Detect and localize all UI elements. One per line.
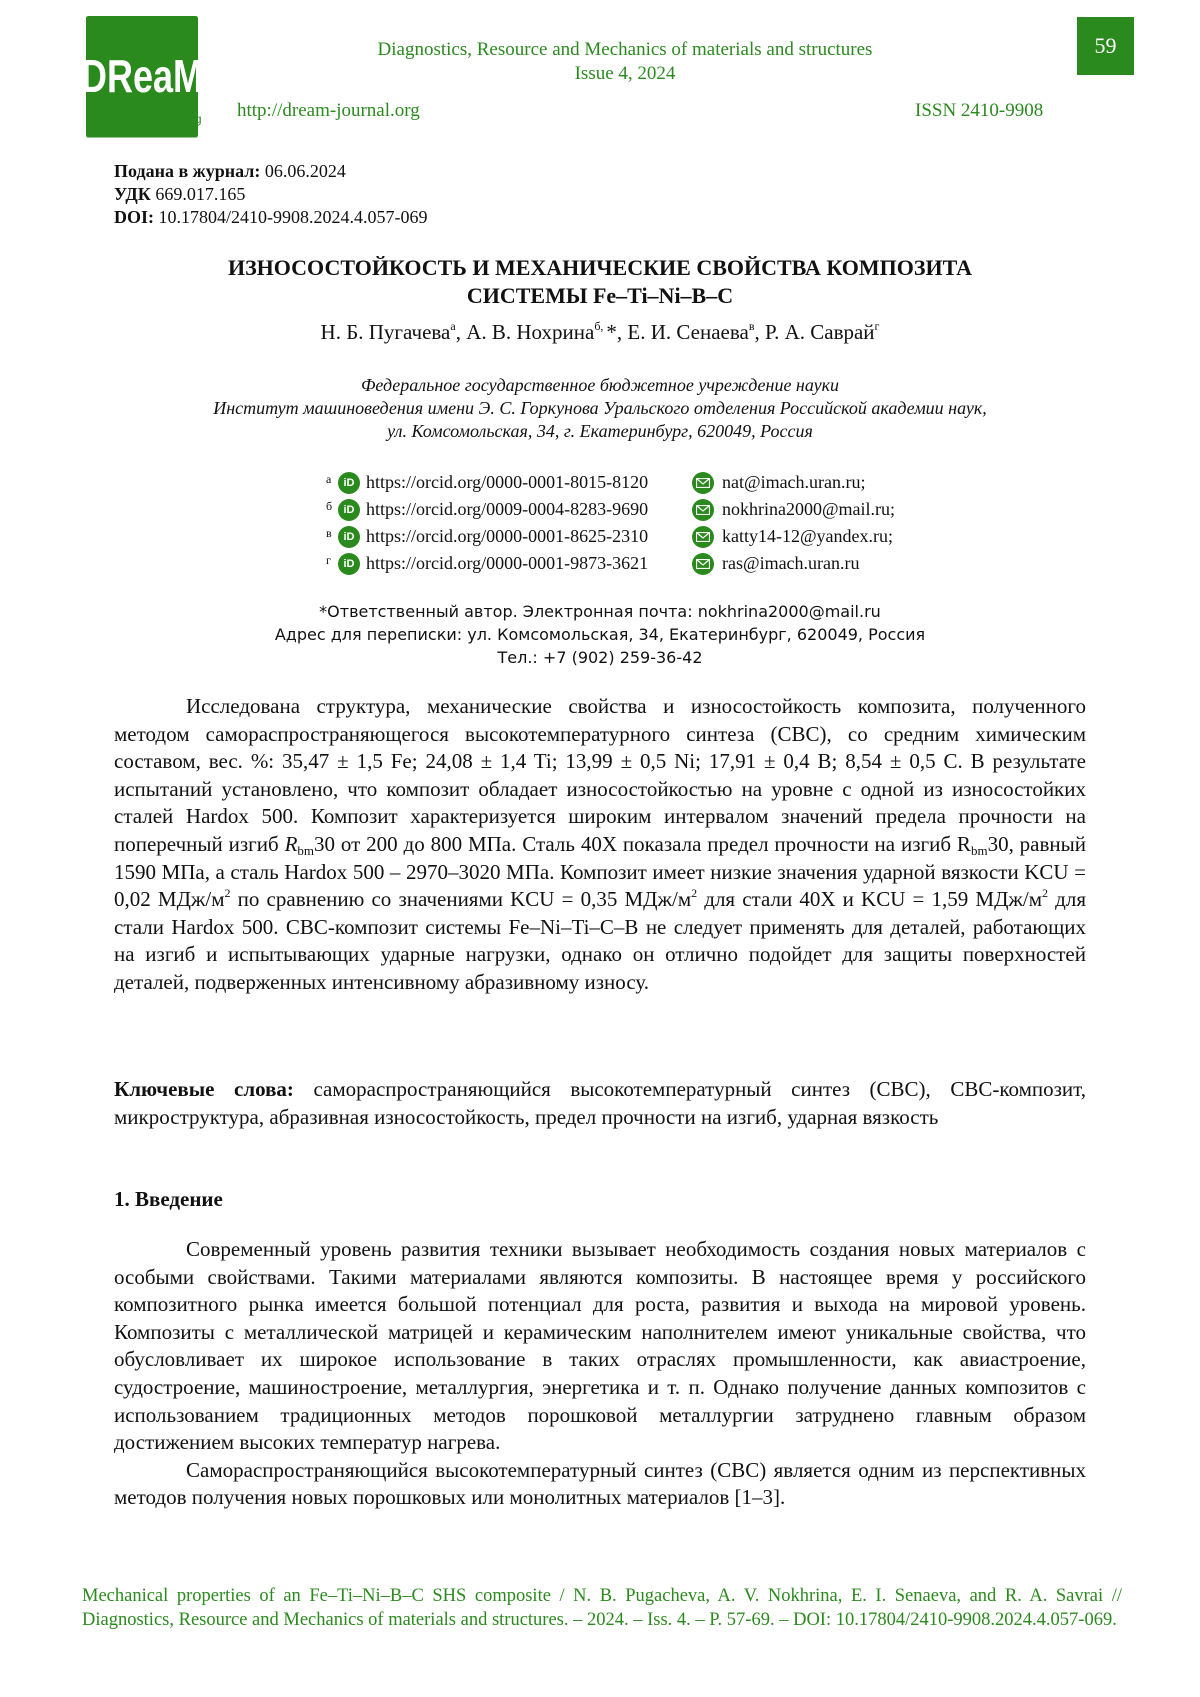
- author: Р. А. Саврай$^г$: [765, 319, 880, 344]
- email-icon: [692, 553, 714, 575]
- author-mark: а: [326, 472, 332, 486]
- abstract-paragraph: Исследована структура, механические свойства и износостойкость композита, полученного методом самораспространяющегося высокотемпературного синтеза (СВС), со средним химическим составом, вес. %: 35,47 ± 1,5 Fe; 24,08 ± 1,4 Ti; 13,99 ± 0,5 Ni; 17,91 ± 0,4 B; 8,54 ± 0,5 C. В результате испытаний установлено, что композит обладает износостойкостью на уровне с одной из износостойких сталей Hardox 500. Композит характеризуется широким интервалом значений предела прочности на поперечный изгиб $R_{bm}30$ от 200 до 800 МПа. Сталь 40Х показала предел прочности на изгиб $R_{bm}30$, равный 1590 МПа, а сталь Hardox 500 – 2970–3020 МПа. Композит имеет низкие значения ударной вязкости KCU = 0,02 МДж/$м^2$ по сравнению со значениями KCU = 0,35 МДж/$м^2$ для стали 40Х и KCU = 1,59 МДж/$м^2$ для стали Hardox 500. СВС-композит системы Fe–Ni–Ti–C–B не следует применять для деталей, работающих на изгиб и испытывающих ударные нагрузки, однако он отлично подойдет для защиты поверхностей деталей, подверженных интенсивному абразивному износу.: [114, 694, 1087, 994]
- orcid-row: [326, 469, 895, 496]
- logo-url: http://dream-journal.org: [86, 112, 202, 126]
- title-line-2: СИСТЕМЫ Fe–Ti–Ni–B–C: [466, 283, 734, 308]
- corresponding-author: *Ответственный автор. Электронная почта: nokhrina2000@mail.ru: [319, 602, 881, 621]
- submitted-date: Подана в журнал: 06.06.2024: [114, 161, 346, 181]
- email-link[interactable]: nokhrina2000@mail.ru;: [722, 499, 896, 519]
- article-title: [100, 254, 1100, 310]
- title-line-1: ИЗНОСОСТОЙКОСТЬ И МЕХАНИЧЕСКИЕ СВОЙСТВА КОМПОЗИТА: [227, 255, 973, 280]
- author-list: [100, 320, 1100, 345]
- abstract: [114, 693, 1086, 997]
- affiliation-line: Федеральное государственное бюджетное учреждение науки: [360, 375, 840, 395]
- journal-name: Diagnostics, Resource and Mechanics of materials and structures: [377, 39, 873, 60]
- introduction: [114, 1236, 1086, 1512]
- author: Н. Б. Пугачева$^а$,: [320, 319, 467, 344]
- article-meta: [114, 160, 428, 229]
- orcid-row: [326, 550, 895, 577]
- author-mark: б: [326, 499, 333, 513]
- affiliation-line: Институт машиноведения имени Э. С. Горкунова Уральского отделения Российской академии наук,: [213, 398, 987, 418]
- body-paragraph: Современный уровень развития техники вызывает необходимость создания новых материалов с особыми свойствами. Такими материалами являются композиты. В настоящее время у российского композитного рынка имеется большой потенциал для роста, развития и выхода на мировой уровень. Композиты с металлической матрицей и керамическим наполнителем имеют уникальные свойства, что обусловливает их широкое использование в таких отраслях промышленности, как авиастроение, судостроение, машиностроение, металлургия, энергетика и т. п. Однако получение данных композитов с использованием традиционных методов порошковой металлургии затруднено главным образом достижением высоких температур нагрева.: [114, 1237, 1086, 1455]
- journal-site-link[interactable]: http://dream-journal.org: [237, 100, 420, 121]
- orcid-icon: iD: [338, 526, 360, 548]
- doi: DOI: 10.17804/2410-9908.2024.4.057-069: [114, 207, 428, 227]
- orcid-icon: iD: [338, 499, 360, 521]
- body-paragraph: Самораспространяющийся высокотемпературный синтез (СВС) является одним из перспективных методов получения новых порошковых или монолитных материалов [1–3].: [114, 1457, 1086, 1510]
- page-number: 59: [1077, 17, 1134, 75]
- correspondence-phone: Тел.: +7 (902) 259-36-42: [497, 648, 703, 667]
- orcid-row: [326, 496, 895, 523]
- keywords: [114, 1076, 1086, 1131]
- logo-wordmark: DReaM: [86, 16, 198, 138]
- udc: УДК 669.017.165: [114, 184, 246, 204]
- email-icon: [692, 526, 714, 548]
- orcid-link[interactable]: https://orcid.org/0009-0004-8283-9690: [366, 499, 649, 519]
- keywords-paragraph: Ключевые слова: самораспространяющийся высокотемпературный синтез (СВС), СВС-композит, микроструктура, абразивная износостойкость, предел прочности на изгиб, ударная вязкость: [114, 1077, 1086, 1129]
- journal-title: [330, 38, 920, 86]
- orcid-link[interactable]: https://orcid.org/0000-0001-8015-8120: [366, 472, 649, 492]
- email-link[interactable]: katty14-12@yandex.ru;: [722, 526, 894, 546]
- email-icon: [692, 472, 714, 494]
- email-icon: [692, 499, 714, 521]
- journal-issue: Issue 4, 2024: [574, 63, 676, 84]
- orcid-icon: iD: [338, 553, 360, 575]
- author: А. В. Нохрина$^{б,}$ *,: [466, 319, 628, 344]
- orcid-list: [326, 469, 895, 577]
- footer-citation: Mechanical properties of an Fe–Ti–Ni–B–C SHS composite / N. B. Pugacheva, A. V. Nokhrina, E. I. Senaeva, and R. A. Savrai // Diagnostics, Resource and Mechanics of materials and structures. – 2024. – Iss. 4. – P. 57-69. – DOI: 10.17804/2410-9908.2024.4.057-069.: [82, 1586, 1122, 1630]
- orcid-link[interactable]: https://orcid.org/0000-0001-8625-2310: [366, 526, 649, 546]
- orcid-link[interactable]: https://orcid.org/0000-0001-9873-3621: [366, 553, 649, 573]
- issn: ISSN 2410-9908: [915, 100, 1044, 121]
- author-mark: в: [326, 526, 332, 540]
- author-mark: г: [326, 553, 331, 567]
- correspondence-address: Адрес для переписки: ул. Комсомольская, 34, Екатеринбург, 620049, Россия: [274, 625, 926, 644]
- journal-logo[interactable]: [80, 16, 204, 130]
- email-link[interactable]: ras@imach.uran.ru: [722, 553, 860, 573]
- orcid-row: [326, 523, 895, 550]
- orcid-icon: iD: [338, 472, 360, 494]
- affiliation: [100, 374, 1100, 443]
- correspondence-info: [100, 600, 1100, 669]
- author: Е. И. Сенаева$^в$,: [627, 319, 766, 344]
- email-link[interactable]: nat@imach.uran.ru;: [722, 472, 866, 492]
- section-heading: 1. Введение: [114, 1187, 223, 1211]
- keywords-label: Ключевые слова:: [114, 1077, 294, 1101]
- affiliation-line: ул. Комсомольская, 34, г. Екатеринбург, 620049, Россия: [387, 421, 813, 441]
